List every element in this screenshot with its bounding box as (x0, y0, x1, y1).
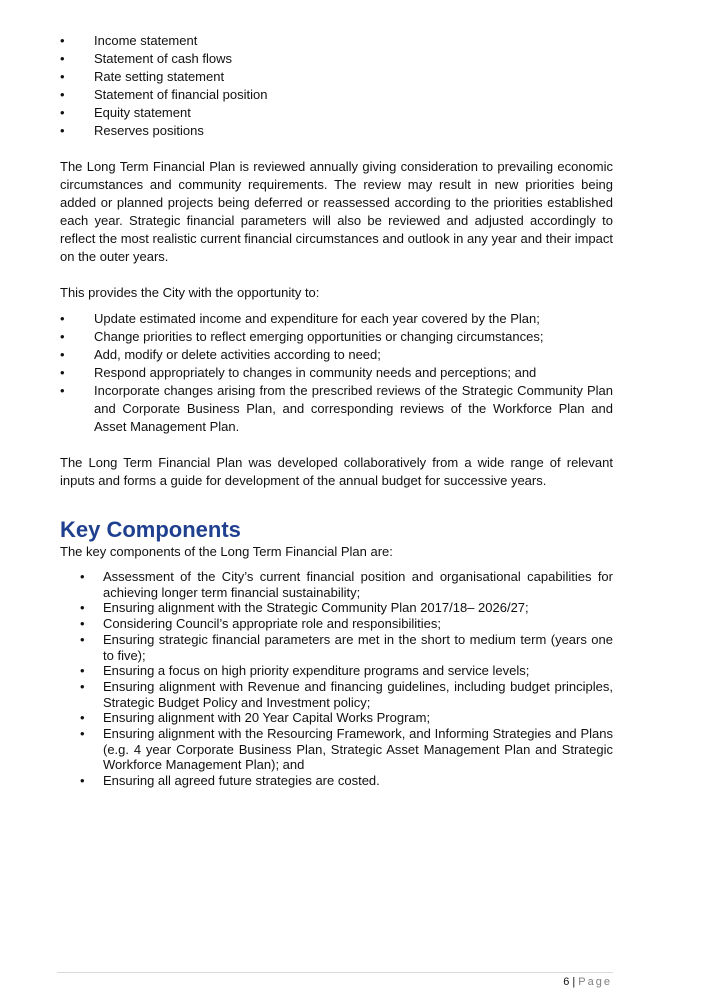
opportunity-intro: This provides the City with the opportunity to: (60, 285, 320, 300)
list-item: • Add, modify or delete activities according to need; (60, 346, 613, 364)
review-paragraph: The Long Term Financial Plan is reviewed annually giving consideration to prevailing economic circumstances and community requirements. The review may result in new priorities being added or planned projects being deferred or reassessed according to the priorities established each year. Strategic financial parameters will also be reviewed and adjusted accordingly to reflect the most realistic current financial circumstances and outlook in any year and their impact on the outer years. (60, 159, 613, 264)
list-item: • Reserves positions (60, 122, 613, 140)
list-item: • Statement of financial position (60, 86, 613, 104)
list-item: • Ensuring strategic financial parameters are met in the short to medium term (years one to five); (80, 632, 613, 663)
footer-separator: | (572, 976, 576, 988)
list-item: • Assessment of the City’s current financial position and organisational capabilities for achieving longer term financial sustainability; (80, 569, 613, 600)
list-item: • Income statement (60, 32, 613, 50)
section-heading: Key Components (60, 517, 241, 542)
list-item: • Ensuring alignment with Revenue and financing guidelines, including budget principles, Strategic Budget Policy and Investment policy; (80, 679, 613, 710)
list-item: • Change priorities to reflect emerging opportunities or changing circumstances; (60, 328, 613, 346)
list-item: • Equity statement (60, 104, 613, 122)
list-item: • Rate setting statement (60, 68, 613, 86)
key-components-list (80, 569, 613, 789)
financial-statements-list (60, 32, 613, 140)
page-footer (563, 975, 612, 989)
footer-divider (57, 972, 613, 973)
list-item: • Incorporate changes arising from the prescribed reviews of the Strategic Community Plan and Corporate Business Plan, and corresponding reviews of the Workforce Plan and Asset Management Plan. (60, 382, 613, 436)
list-item: • Respond appropriately to changes in community needs and perceptions; and (60, 364, 613, 382)
list-item: • Statement of cash flows (60, 50, 613, 68)
page-number: 6 (563, 976, 570, 988)
list-item: • Ensuring a focus on high priority expenditure programs and service levels; (80, 663, 613, 679)
components-intro: The key components of the Long Term Financial Plan are: (60, 544, 393, 559)
page-content (60, 32, 613, 789)
development-paragraph: The Long Term Financial Plan was developed collaboratively from a wide range of relevant inputs and forms a guide for development of the annual budget for successive years. (60, 455, 613, 488)
opportunity-list (60, 310, 613, 436)
list-item: • Ensuring alignment with the Strategic Community Plan 2017/18– 2026/27; (80, 600, 613, 616)
list-item: • Ensuring all agreed future strategies are costed. (80, 773, 613, 789)
page-label: Page (578, 976, 612, 988)
list-item: • Considering Council’s appropriate role and responsibilities; (80, 616, 613, 632)
list-item: • Update estimated income and expenditure for each year covered by the Plan; (60, 310, 613, 328)
list-item: • Ensuring alignment with the Resourcing Framework, and Informing Strategies and Plans (e.g. 4 year Corporate Business Plan, Strategic Asset Management Plan and Strategic Workforce Management Plan); and (80, 726, 613, 773)
list-item: • Ensuring alignment with 20 Year Capital Works Program; (80, 710, 613, 726)
